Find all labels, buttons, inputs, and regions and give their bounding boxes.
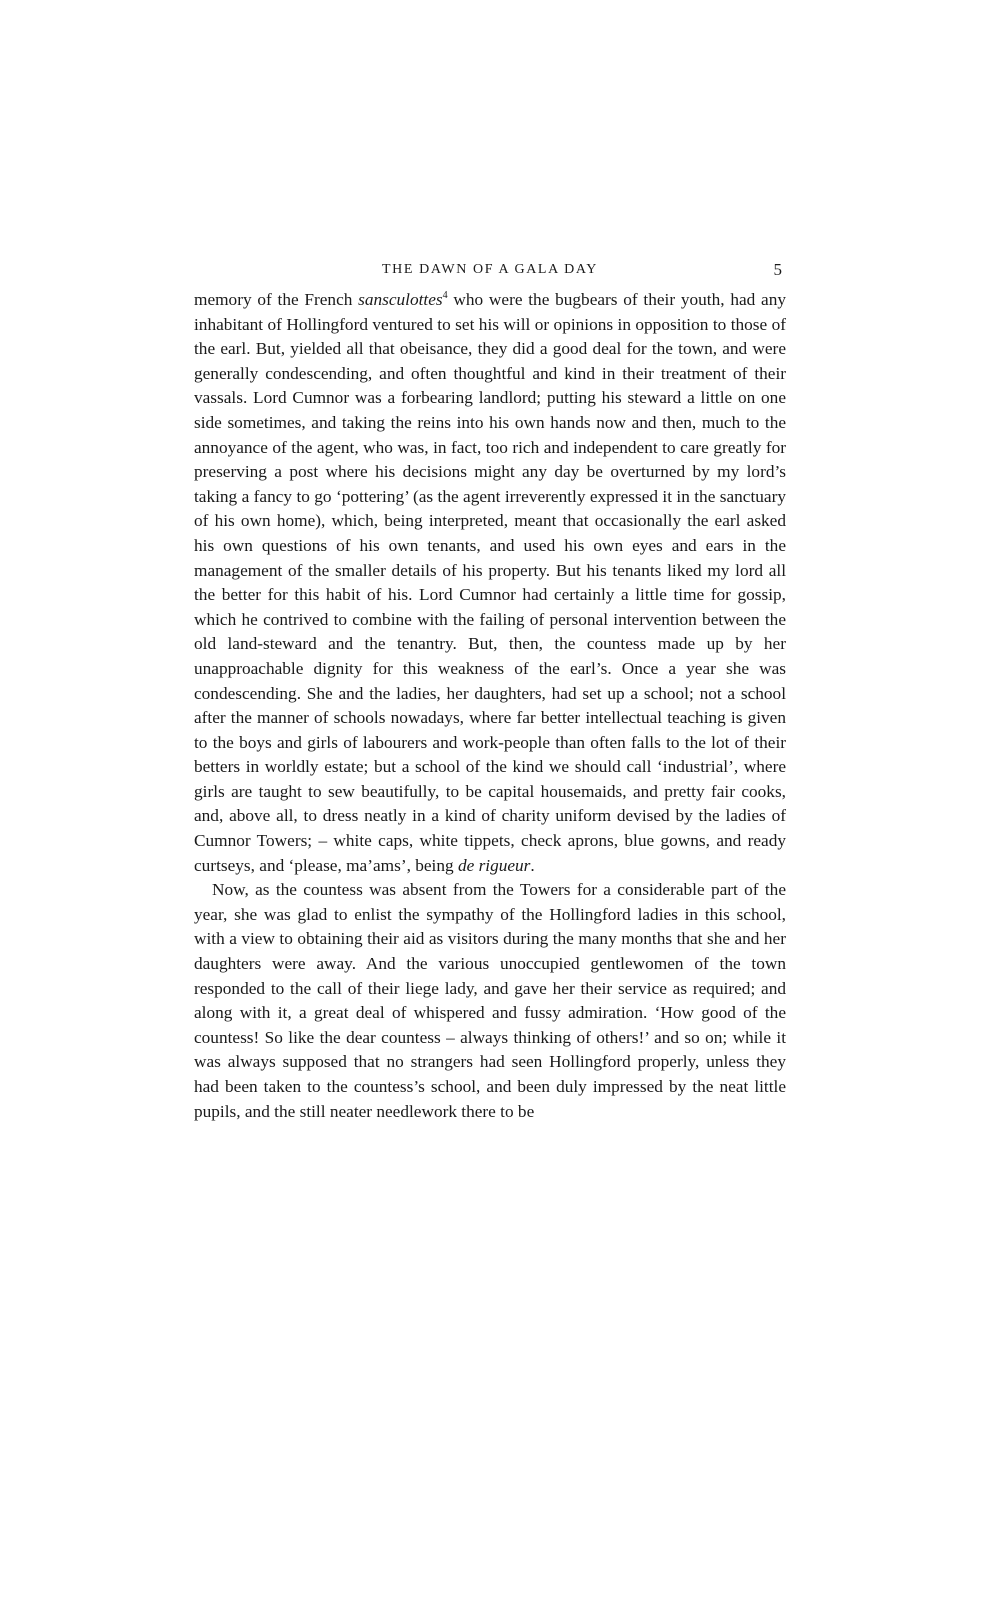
italic-term-de-rigueur: de rigueur: [457, 855, 531, 875]
running-head: [194, 258, 786, 288]
paragraph-2: Now, as the countess was absent from the Towers for a considerable part of the year, she was glad to enlist the sympathy of the Hollingford ladies in this school, with a view to obtaining their aid as visitors during the many months that she and her daughters were away. And the various unoccupied gentlewomen of the town responded to the call of their liege lady, and gave her their service as required; and along with it, a great deal of whispered and fussy admiration. ‘How good of the countess! So like the dear countess – always thinking of others!’ and so on; while it was always supposed that no strangers had seen Hollingford properly, unless they had been taken to the countess’s school, and been duly impressed by the neat little pupils, and the still neater needlework there to be: [194, 880, 786, 1121]
body-text: [194, 288, 786, 1124]
paragraph-1: [194, 288, 786, 878]
paragraph-1-end: .: [530, 855, 535, 875]
italic-term-sansculottes: sansculottes: [358, 290, 443, 309]
paragraph-1-body: who were the bugbears of their youth, had any inhabitant of Hollingford ventured to set his will or opinions in opposition to those of the earl. But, yielded all that obeisance, they did a good deal for the town, and were generally condescending, and often thoughtful and kind in their treatment of their vassals. Lord Cumnor was a forbearing landlord; putting his steward a little on one side sometimes, and taking the reins into his own hands now and then, much to the annoyance of the agent, who was, in fact, too rich and independent to care greatly for preserving a post where his decisions might any day be overturned by my lord’s taking a fancy to go ‘pottering’ (as the agent irreverently expressed it in the sanctuary of his own home), which, being interpreted, meant that occasionally the earl asked his own questions of his own tenants, and used his own eyes and ears in the management of the smaller details of his property. But his tenants liked my lord all the better for this habit of his. Lord Cumnor had certainly a little time for gossip, which he contrived to combine with the failing of personal intervention between the old land-steward and the tenantry. But, then, the countess made up by her unapproachable dignity for this weakness of the earl’s. Once a year she was condescending. She and the ladies, her daughters, had set up a school; not a school after the manner of schools nowadays, where far better intellectual teaching is given to the boys and girls of labourers and work-people than often falls to the lot of their betters in worldly estate; but a school of the kind we should call ‘industrial’, where girls are taught to sew beautifully, to be capital housemaids, and pretty fair cooks, and, above all, to dress neatly in a kind of charity uniform devised by the ladies of Cumnor Towers; – white caps, white tippets, check aprons, blue gowns, and ready curtseys, and ‘please, ma’ams’, being: [194, 290, 786, 875]
footnote-reference: 4: [442, 290, 448, 302]
chapter-title: THE DAWN OF A GALA DAY: [382, 262, 598, 277]
book-page: [194, 258, 786, 1124]
page-number: 5: [773, 260, 782, 279]
paragraph-1-start: memory of the French: [194, 290, 359, 309]
